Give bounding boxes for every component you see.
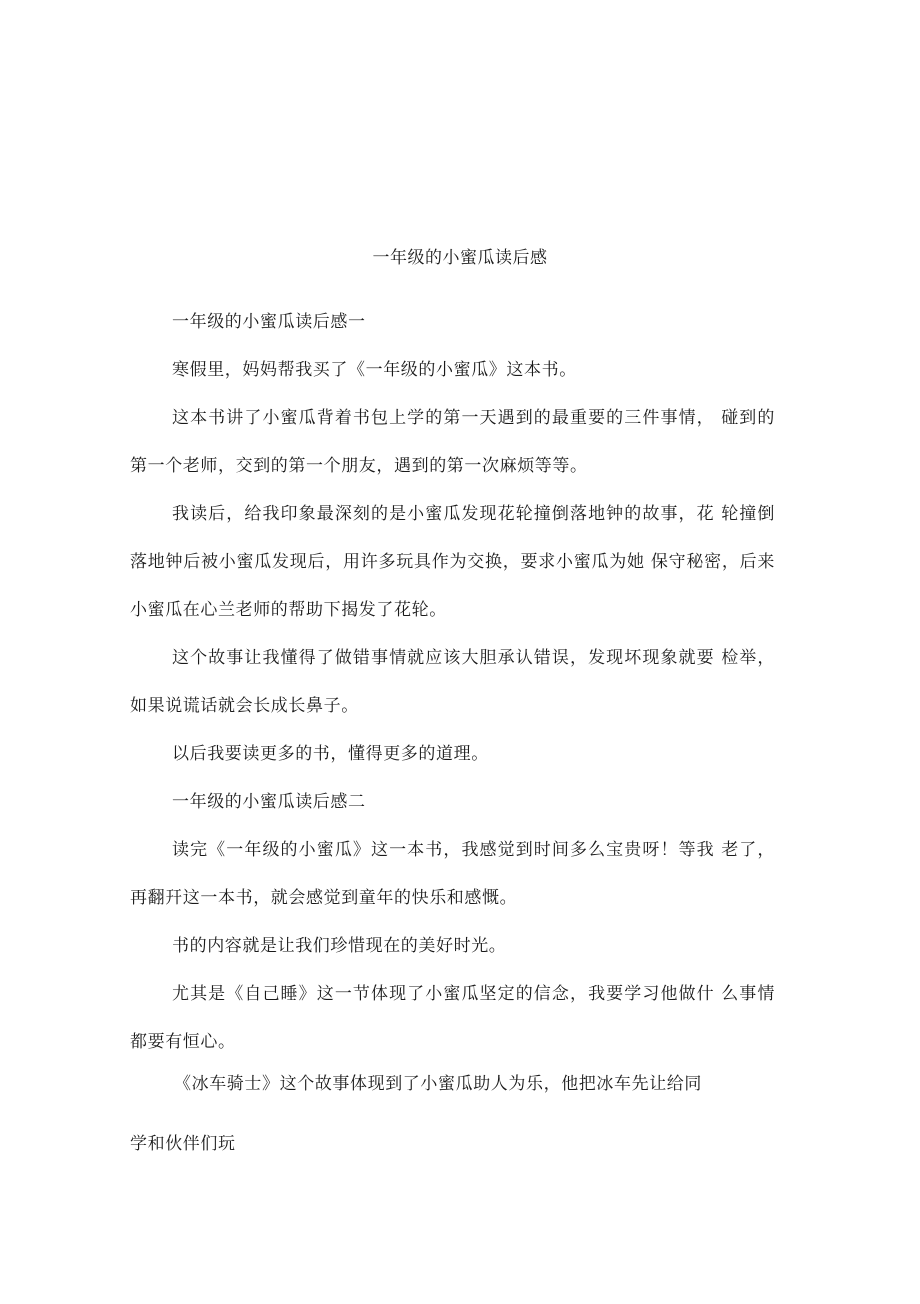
paragraph: 读完《一年级的小蜜瓜》这一本书，我感觉到时间多么宝贵呀！等我 老了，再翻幵这一本书，就会感觉到童年的快乐和感慨。 [130, 840, 775, 908]
paragraph: 《冰车骑士》这个故事体现到了小蜜瓜助人为乐，他把冰车先让给同 [174, 1074, 702, 1094]
paragraph-continuation: 学和伙伴们玩 [130, 1134, 236, 1154]
paragraph: 我读后，给我印象最深刻的是小蜜瓜发现花轮撞倒落地钟的故事，花 轮撞倒落地钟后被小蜜瓜发现后，用许多玩具作为交换，要求小蜜瓜为她 保守秘密，后来小蜜瓜在心兰老师的帮助下揭发了花轮。 [130, 504, 775, 620]
paragraph: 以后我要读更多的书，懂得更多的道理。 [172, 744, 489, 764]
paragraph: 这个故事让我懂得了做错事情就应该大胆承认错误，发现坏现象就要 检举，如果说谎话就会长成长鼻子。 [130, 648, 775, 716]
paragraph: 寒假里，妈妈帮我买了《一年级的小蜜瓜》这本书。 [172, 360, 577, 380]
section-heading-2: 一年级的小蜜瓜读后感二 [172, 792, 366, 812]
paragraph: 这本书讲了小蜜瓜背着书包上学的第一天遇到的最重要的三件事情， 碰到的第一个老师，交到的第一个朋友，遇到的第一次麻烦等等。 [130, 408, 775, 476]
paragraph: 尤其是《自己睡》这一节体现了小蜜瓜坚定的信念，我要学习他做什 么事情都要有恒心。 [130, 984, 775, 1052]
document-title: 一年级的小蜜瓜读后感 [372, 248, 548, 268]
paragraph: 书的内容就是让我们珍惜现在的美好时光。 [172, 936, 507, 956]
section-heading-1: 一年级的小蜜瓜读后感一 [172, 312, 366, 332]
